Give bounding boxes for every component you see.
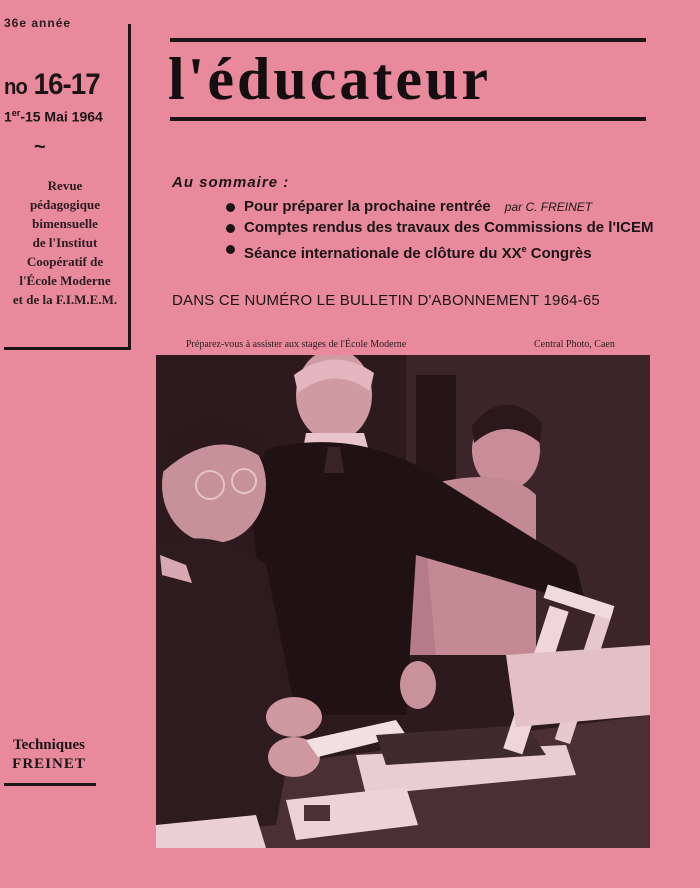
subscription-notice: DANS CE NUMÉRO LE BULLETIN D'ABONNEMENT 1964-65: [172, 292, 600, 309]
issue-number-prefix: no: [4, 74, 27, 99]
revue-line: Revue: [47, 178, 83, 193]
sommaire-item: [224, 219, 654, 237]
year-label: 36e année: [4, 16, 72, 30]
issue-number-value: 16-17: [33, 68, 100, 101]
techniques-line: Techniques: [13, 737, 85, 753]
revue-line: pédagogique: [29, 197, 101, 212]
masthead-title: l'éducateur: [168, 46, 491, 112]
sommaire-list: [224, 198, 654, 266]
issue-date-sup: er: [11, 108, 21, 118]
issue-date-day: 1: [4, 108, 12, 125]
sommaire-item-text-end: Congrès: [526, 245, 592, 262]
revue-line: et de la F.I.M.E.M.: [12, 292, 118, 307]
sommaire-item-author: par C. FREINET: [504, 200, 593, 214]
freinet-line: FREINET: [12, 756, 86, 772]
cover-photo: [156, 355, 650, 848]
bullet-icon: [226, 224, 235, 233]
sommaire-item-sup: e: [521, 244, 527, 254]
masthead-bottom-rule: [170, 117, 646, 121]
sommaire-item: [224, 198, 654, 216]
cover-photo-illustration: [156, 355, 650, 848]
revue-line: l'École Moderne: [19, 273, 111, 288]
bullet-icon: [226, 203, 235, 212]
sommaire-item-text: Pour préparer la prochaine rentrée: [244, 198, 491, 215]
footer-rule: [4, 783, 96, 786]
revue-description: [4, 176, 126, 309]
photo-credit: Central Photo, Caen: [534, 339, 615, 350]
masthead-top-rule: [170, 38, 646, 42]
revue-line: Coopératif de: [26, 254, 104, 269]
left-column-divider: [128, 24, 131, 350]
sommaire-item-text: Séance internationale de clôture du XX: [244, 245, 522, 262]
sommaire-item: [224, 240, 654, 263]
sommaire-item-text: Comptes rendus des travaux des Commissions de l'ICEM: [244, 219, 654, 236]
left-column-bottom-rule: [4, 347, 131, 350]
sommaire-heading: Au sommaire :: [172, 174, 290, 191]
issue-date-rest: -15 Mai 1964: [20, 108, 103, 125]
issue-date: [4, 108, 103, 125]
revue-line: de l'Institut: [32, 235, 98, 250]
bullet-icon: [226, 245, 235, 254]
photo-caption: Préparez-vous à assister aux stages de l'École Moderne: [186, 339, 407, 350]
techniques-freinet-label: [4, 736, 94, 774]
issue-number: [4, 68, 100, 102]
revue-line: bimensuelle: [32, 216, 98, 231]
tilde-ornament: ~: [34, 136, 46, 158]
